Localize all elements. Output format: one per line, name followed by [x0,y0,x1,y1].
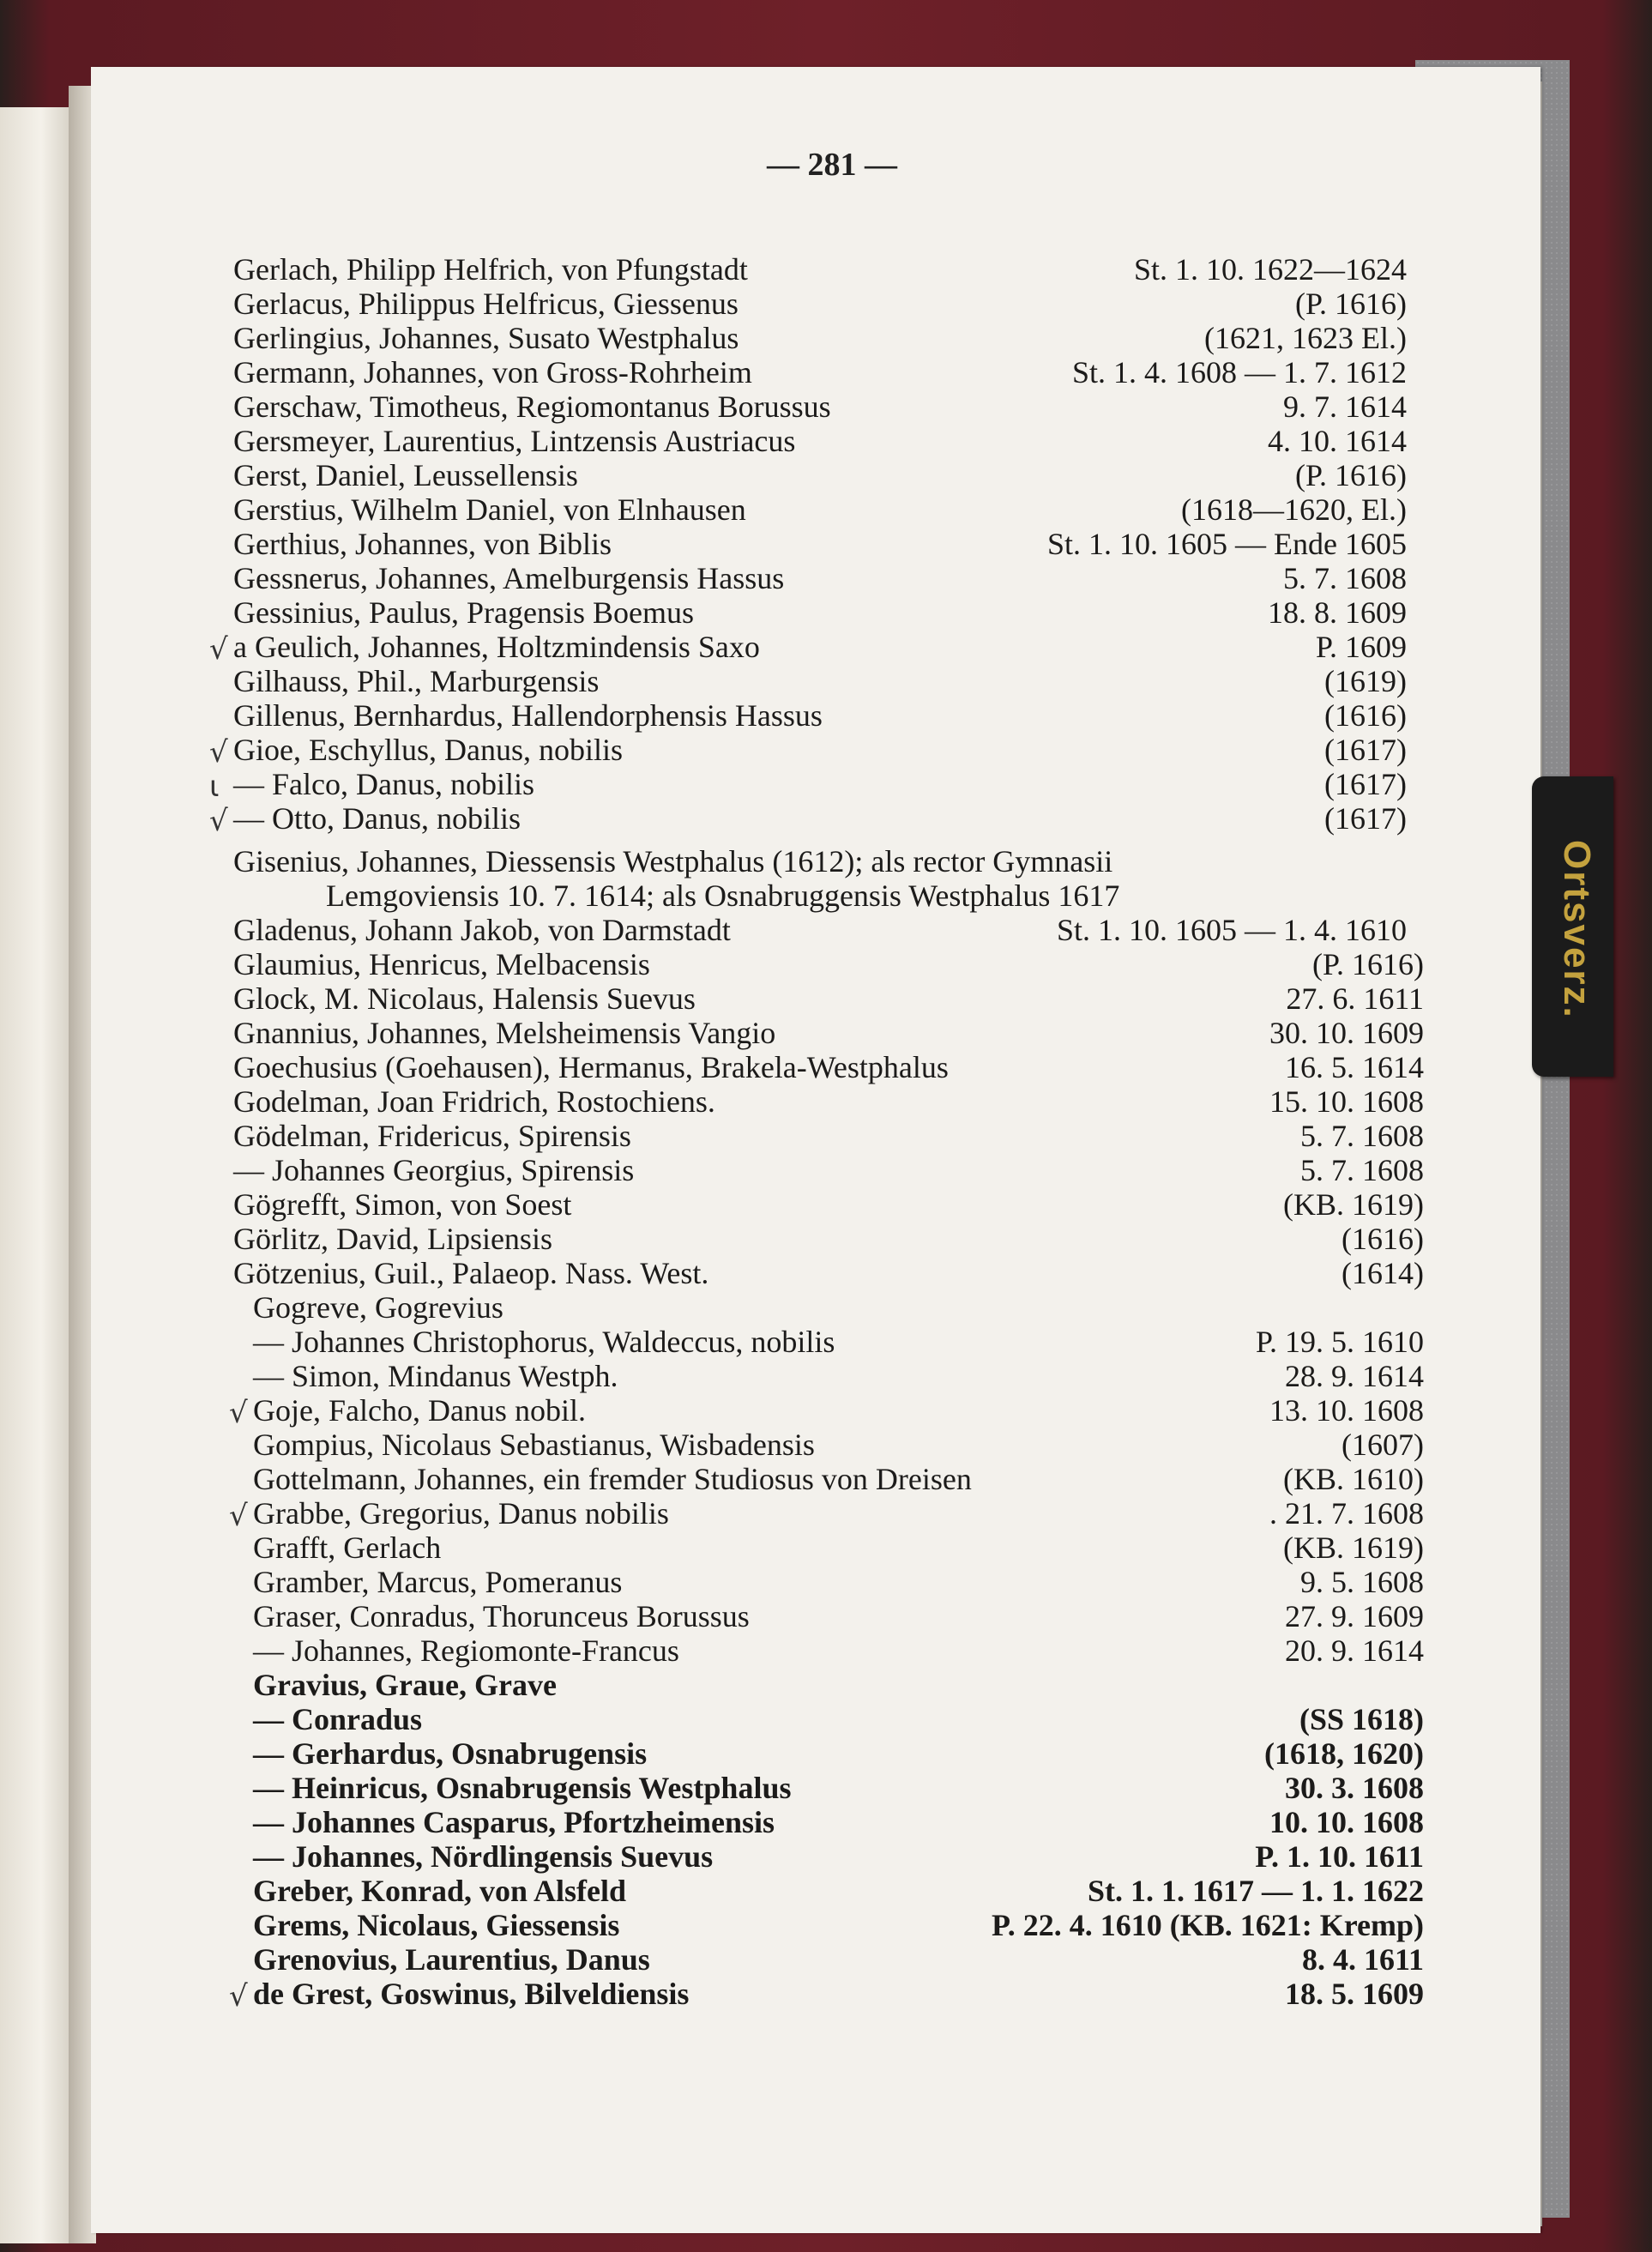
list-item [0,320,1458,354]
entry-date: St. 1. 1. 1617 — 1. 1. 1622 [1087,1874,1424,1908]
entry-name: — Falco, Danus, nobilis [233,767,534,801]
list-item [0,1701,1458,1736]
entry-name: Gramber, Marcus, Pomeranus [253,1565,623,1599]
entry-name: — Johannes Christophorus, Waldeccus, nobilis [253,1325,835,1359]
entry-date: (1621, 1623 El.) [1204,321,1407,355]
entry-date: P. 1. 10. 1611 [1255,1839,1424,1874]
entry-date: 28. 9. 1614 [1285,1359,1424,1393]
entry-date: (1617) [1324,767,1407,801]
entry-date: 30. 10. 1609 [1269,1016,1424,1050]
entry-name: — Johannes, Regiomonte-Francus [253,1633,679,1668]
entry-date: 4. 10. 1614 [1268,424,1407,458]
entry-date: P. 1609 [1315,630,1407,664]
list-item [0,286,1458,320]
list-item [0,843,1458,878]
entry-name: de Grest, Goswinus, Bilveldiensis [253,1977,690,2011]
entry-name: Gerst, Daniel, Leussellensis [233,458,578,492]
entry-date: 20. 9. 1614 [1285,1633,1424,1668]
entry-date: (SS 1618) [1299,1702,1424,1736]
entry-name: Greber, Konrad, von Alsfeld [253,1874,627,1908]
list-item [0,1255,1458,1289]
entry-date: 27. 9. 1609 [1285,1599,1424,1633]
entry-date: 13. 10. 1608 [1269,1393,1424,1428]
list-item [0,1015,1458,1049]
entry-date: (1619) [1324,664,1407,698]
check-mark-icon: √ [229,1979,248,2014]
list-item [0,946,1458,981]
list-item [0,1633,1458,1667]
entry-date: 8. 4. 1611 [1301,1942,1424,1977]
index-tab-label: Ortsverz. [1556,839,1598,1019]
entry-date: 9. 5. 1608 [1300,1565,1424,1599]
list-item [0,1838,1458,1873]
entry-date: (KB. 1619) [1283,1531,1424,1565]
entry-date: (1618, 1620) [1264,1736,1424,1771]
entry-name: Gravius, Graue, Grave [253,1668,557,1702]
entry-date: 27. 6. 1611 [1286,981,1424,1016]
list-item [0,354,1458,389]
entry-date: St. 1. 4. 1608 — 1. 7. 1612 [1071,355,1407,389]
entry-date: (1607) [1341,1428,1424,1462]
list-item [0,1084,1458,1118]
list-item [0,766,1458,804]
entry-date: St. 1. 10. 1605 — Ende 1605 [1047,527,1407,561]
list-item [0,1221,1458,1255]
list-item [0,1392,1458,1430]
entry-name: — Gerhardus, Osnabrugensis [253,1736,648,1771]
list-item [0,1289,1458,1324]
entry-name: Gisenius, Johannes, Diessensis Westphalus (1612); als rector Gymnasii [233,844,1113,878]
check-mark-icon: √ [209,735,228,770]
entry-name: Grenovius, Laurentius, Danus [253,1942,650,1977]
entry-date: (P. 1616) [1311,947,1424,981]
entry-name: Gompius, Nicolaus Sebastianus, Wisbadensis [253,1428,815,1462]
entry-name: Lemgoviensis 10. 7. 1614; als Osnabruggensis Westphalus 1617 [326,878,1120,913]
entry-name: — Conradus [253,1702,423,1736]
entry-date: 15. 10. 1608 [1269,1084,1424,1119]
entry-name: — Heinricus, Osnabrugensis Westphalus [253,1771,792,1805]
entry-name: Gessinius, Paulus, Pragensis Boemus [233,595,695,630]
entry-name: — Johannes, Nördlingensis Suevus [253,1839,714,1874]
entry-date: (1616) [1324,698,1407,733]
list-item [0,423,1458,457]
entry-name: Glock, M. Nicolaus, Halensis Suevus [233,981,696,1016]
entry-name: Götzenius, Guil., Palaeop. Nass. West. [233,1256,709,1290]
list-item [0,457,1458,492]
list-item [0,981,1458,1015]
list-item [0,1495,1458,1533]
list-item [0,1667,1458,1701]
list-item [0,1976,1458,2014]
entry-date: 18. 5. 1609 [1285,1977,1424,2011]
list-item [0,800,1458,838]
entry-date: 5. 7. 1608 [1300,1119,1424,1153]
entry-name: Gladenus, Johann Jakob, von Darmstadt [233,913,731,947]
entry-name: Gersmeyer, Laurentius, Lintzensis Austriacus [233,424,796,458]
entry-date: 16. 5. 1614 [1285,1050,1424,1084]
entry-date: (KB. 1619) [1283,1187,1424,1222]
entry-name: Gillenus, Bernhardus, Hallendorphensis Hassus [233,698,823,733]
entry-date: (P. 1616) [1294,287,1407,321]
entry-date: (1616) [1341,1222,1424,1256]
entry-name: Gioe, Eschyllus, Danus, nobilis [233,733,623,767]
entry-date: 5. 7. 1608 [1300,1153,1424,1187]
check-mark-icon: √ [229,1499,248,1533]
entry-date: . 21. 7. 1608 [1269,1496,1424,1531]
entry-name: Gessnerus, Johannes, Amelburgensis Hassus [233,561,785,595]
entry-name: Gerstius, Wilhelm Daniel, von Elnhausen [233,492,746,527]
list-item [0,1118,1458,1152]
list-item [0,1186,1458,1221]
entry-date: 10. 10. 1608 [1269,1805,1424,1839]
entry-date: (P. 1616) [1294,458,1407,492]
entry-name: Gerschaw, Timotheus, Regiomontanus Borussus [233,389,831,424]
entry-date: St. 1. 10. 1622—1624 [1133,252,1407,287]
entry-name: — Otto, Danus, nobilis [233,801,522,836]
entry-name: Gödelman, Fridericus, Spirensis [233,1119,631,1153]
entry-date: P. 19. 5. 1610 [1255,1325,1424,1359]
entry-date: P. 22. 4. 1610 (KB. 1621: Kremp) [992,1908,1424,1942]
entry-date: St. 1. 10. 1605 — 1. 4. 1610 [1056,913,1407,947]
list-item [0,1427,1458,1461]
list-item [0,629,1458,667]
entry-name: Gottelmann, Johannes, ein fremder Studiosus von Dreisen [253,1462,972,1496]
entry-name: Graser, Conradus, Thorunceus Borussus [253,1599,750,1633]
list-item [0,595,1458,629]
list-item [0,878,1458,912]
list-item [0,1873,1458,1907]
list-item [0,1324,1458,1358]
entry-name: Gerlach, Philipp Helfrich, von Pfungstadt [233,252,748,287]
entry-date: 9. 7. 1614 [1283,389,1407,424]
list-item [0,1736,1458,1770]
entry-date: (1617) [1324,733,1407,767]
check-mark-icon: √ [209,632,228,667]
list-item [0,1530,1458,1564]
entry-name: Görlitz, David, Lipsiensis [233,1222,552,1256]
page-number-header: — 281 — [767,147,897,183]
entry-date: (1614) [1341,1256,1424,1290]
entry-name: Grabbe, Gregorius, Danus nobilis [253,1496,669,1531]
entry-date: (1618—1620, El.) [1181,492,1407,527]
entry-name: Gerlingius, Johannes, Susato Westphalus [233,321,739,355]
check-mark-icon: ι [209,770,220,804]
list-item [0,1770,1458,1804]
entry-name: Goje, Falcho, Danus nobil. [253,1393,586,1428]
list-item [0,526,1458,560]
entry-date: 18. 8. 1609 [1268,595,1407,630]
entry-name: — Johannes Casparus, Pfortzheimensis [253,1805,775,1839]
entry-name: Glaumius, Henricus, Melbacensis [233,947,650,981]
list-item [0,1564,1458,1598]
list-item [0,560,1458,595]
list-item [0,1152,1458,1186]
entry-date: (KB. 1610) [1283,1462,1424,1496]
list-item [0,1461,1458,1495]
list-item [0,492,1458,526]
entry-name: Gnannius, Johannes, Melsheimensis Vangio [233,1016,776,1050]
entry-date: (1617) [1324,801,1407,836]
entry-name: Gögrefft, Simon, von Soest [233,1187,572,1222]
list-item [0,1049,1458,1084]
entry-name: Goechusius (Goehausen), Hermanus, Brakela-Westphalus [233,1050,949,1084]
entry-name: Gerlacus, Philippus Helfricus, Giessenus [233,287,739,321]
entry-name: Gilhauss, Phil., Marburgensis [233,664,600,698]
entry-name: — Simon, Mindanus Westph. [253,1359,618,1393]
entry-name: Grems, Nicolaus, Giessensis [253,1908,620,1942]
list-item [0,697,1458,732]
entry-date: 5. 7. 1608 [1283,561,1407,595]
entry-name: Germann, Johannes, von Gross-Rohrheim [233,355,752,389]
entry-name: a Geulich, Johannes, Holtzmindensis Saxo [233,630,760,664]
entry-name: — Johannes Georgius, Spirensis [233,1153,635,1187]
entry-date: 30. 3. 1608 [1285,1771,1424,1805]
entry-name: Godelman, Joan Fridrich, Rostochiens. [233,1084,715,1119]
list-item [0,1907,1458,1941]
list-item [0,912,1458,946]
list-item [0,1804,1458,1838]
check-mark-icon: √ [209,804,228,838]
list-item [0,1941,1458,1976]
check-mark-icon: √ [229,1396,248,1430]
list-item [0,1358,1458,1392]
entry-name: Gerthius, Johannes, von Biblis [233,527,612,561]
entry-name: Grafft, Gerlach [253,1531,442,1565]
list-item [0,389,1458,423]
list-item [0,1598,1458,1633]
list-item [0,663,1458,697]
list-item [0,251,1458,286]
entry-name: Gogreve, Gogrevius [253,1290,503,1325]
list-item [0,732,1458,770]
